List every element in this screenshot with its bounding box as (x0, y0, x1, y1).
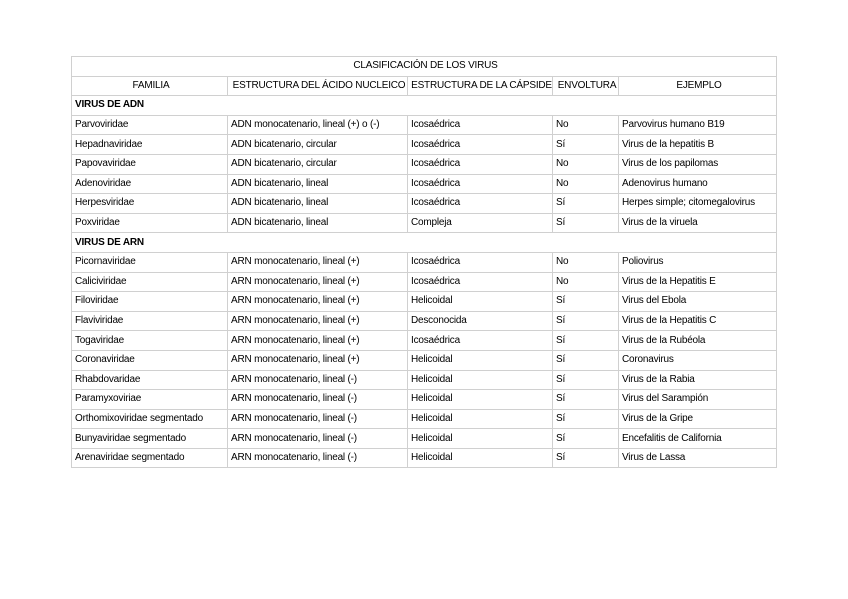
table-row (72, 272, 777, 292)
cell-estructura-capside: Helicoidal (408, 429, 553, 449)
cell-envoltura: Sí (553, 135, 619, 155)
table-row (72, 115, 777, 135)
cell-envoltura: Sí (553, 292, 619, 312)
group-label: VIRUS DE ARN (72, 233, 777, 253)
cell-ejemplo: Encefalitis de California (619, 429, 777, 449)
cell-estructura-capside: Helicoidal (408, 370, 553, 390)
cell-ejemplo: Herpes simple; citomegalovirus (619, 194, 777, 214)
cell-envoltura: Sí (553, 390, 619, 410)
table-row (72, 292, 777, 312)
table-row (72, 448, 777, 468)
cell-familia: Caliciviridae (72, 272, 228, 292)
cell-ejemplo: Virus de Lassa (619, 448, 777, 468)
cell-familia: Orthomixoviridae segmentado (72, 409, 228, 429)
cell-ejemplo: Virus de la Gripe (619, 409, 777, 429)
cell-ejemplo: Poliovirus (619, 252, 777, 272)
cell-estructura-acido: ARN monocatenario, lineal (+) (228, 331, 408, 351)
cell-familia: Poxviridae (72, 213, 228, 233)
cell-ejemplo: Virus de la Rabia (619, 370, 777, 390)
cell-envoltura: No (553, 154, 619, 174)
cell-ejemplo: Virus de la Hepatitis E (619, 272, 777, 292)
table-row (72, 429, 777, 449)
header-envoltura: ENVOLTURA (553, 76, 619, 96)
table-title: CLASIFICACIÓN DE LOS VIRUS (72, 57, 777, 77)
cell-envoltura: No (553, 115, 619, 135)
table-row (72, 194, 777, 214)
group-label: VIRUS DE ADN (72, 96, 777, 116)
cell-ejemplo: Virus de los papilomas (619, 154, 777, 174)
cell-estructura-capside: Icosaédrica (408, 252, 553, 272)
cell-familia: Papovaviridae (72, 154, 228, 174)
cell-estructura-capside: Icosaédrica (408, 154, 553, 174)
cell-estructura-acido: ARN monocatenario, lineal (-) (228, 370, 408, 390)
cell-envoltura: Sí (553, 429, 619, 449)
cell-familia: Hepadnaviridae (72, 135, 228, 155)
cell-familia: Arenaviridae segmentado (72, 448, 228, 468)
header-ejemplo: EJEMPLO (619, 76, 777, 96)
cell-ejemplo: Virus del Sarampión (619, 390, 777, 410)
cell-familia: Filoviridae (72, 292, 228, 312)
cell-ejemplo: Virus de la Rubéola (619, 331, 777, 351)
cell-estructura-capside: Icosaédrica (408, 135, 553, 155)
cell-estructura-acido: ARN monocatenario, lineal (+) (228, 311, 408, 331)
cell-estructura-capside: Icosaédrica (408, 174, 553, 194)
cell-estructura-capside: Icosaédrica (408, 331, 553, 351)
cell-envoltura: Sí (553, 331, 619, 351)
cell-familia: Parvoviridae (72, 115, 228, 135)
cell-envoltura: Sí (553, 311, 619, 331)
cell-estructura-acido: ADN monocatenario, lineal (+) o (-) (228, 115, 408, 135)
cell-familia: Flaviviridae (72, 311, 228, 331)
table-row (72, 370, 777, 390)
cell-estructura-acido: ADN bicatenario, lineal (228, 174, 408, 194)
header-estructura-acido: ESTRUCTURA DEL ÁCIDO NUCLEICO (228, 76, 408, 96)
cell-estructura-acido: ARN monocatenario, lineal (+) (228, 292, 408, 312)
cell-estructura-acido: ADN bicatenario, circular (228, 154, 408, 174)
table-body (72, 57, 777, 468)
group-row (72, 96, 777, 116)
cell-envoltura: Sí (553, 350, 619, 370)
group-row (72, 233, 777, 253)
table-row (72, 252, 777, 272)
cell-estructura-acido: ADN bicatenario, lineal (228, 194, 408, 214)
cell-estructura-capside: Helicoidal (408, 409, 553, 429)
cell-envoltura: No (553, 272, 619, 292)
cell-estructura-capside: Desconocida (408, 311, 553, 331)
cell-estructura-acido: ARN monocatenario, lineal (-) (228, 448, 408, 468)
header-estructura-capside: ESTRUCTURA DE LA CÁPSIDE (408, 76, 553, 96)
cell-ejemplo: Virus del Ebola (619, 292, 777, 312)
cell-envoltura: Sí (553, 213, 619, 233)
cell-estructura-capside: Helicoidal (408, 448, 553, 468)
cell-familia: Adenoviridae (72, 174, 228, 194)
table-row (72, 409, 777, 429)
table-row (72, 390, 777, 410)
cell-ejemplo: Parvovirus humano B19 (619, 115, 777, 135)
cell-estructura-acido: ARN monocatenario, lineal (-) (228, 429, 408, 449)
cell-estructura-capside: Helicoidal (408, 390, 553, 410)
cell-familia: Herpesviridae (72, 194, 228, 214)
cell-estructura-acido: ARN monocatenario, lineal (+) (228, 252, 408, 272)
cell-familia: Picornaviridae (72, 252, 228, 272)
cell-ejemplo: Adenovirus humano (619, 174, 777, 194)
header-familia: FAMILIA (72, 76, 228, 96)
title-row (72, 57, 777, 77)
cell-ejemplo: Virus de la viruela (619, 213, 777, 233)
cell-familia: Bunyaviridae segmentado (72, 429, 228, 449)
cell-estructura-acido: ARN monocatenario, lineal (+) (228, 350, 408, 370)
cell-envoltura: Sí (553, 194, 619, 214)
cell-ejemplo: Virus de la hepatitis B (619, 135, 777, 155)
table-row (72, 154, 777, 174)
cell-envoltura: Sí (553, 409, 619, 429)
virus-classification-table (71, 56, 777, 468)
cell-familia: Rhabdovaridae (72, 370, 228, 390)
table-row (72, 311, 777, 331)
cell-estructura-acido: ADN bicatenario, circular (228, 135, 408, 155)
cell-estructura-capside: Compleja (408, 213, 553, 233)
cell-estructura-capside: Icosaédrica (408, 194, 553, 214)
table-row (72, 350, 777, 370)
cell-estructura-acido: ARN monocatenario, lineal (-) (228, 409, 408, 429)
cell-estructura-acido: ADN bicatenario, lineal (228, 213, 408, 233)
cell-estructura-capside: Helicoidal (408, 350, 553, 370)
cell-familia: Paramyxoviriae (72, 390, 228, 410)
cell-estructura-acido: ARN monocatenario, lineal (+) (228, 272, 408, 292)
table-row (72, 174, 777, 194)
cell-envoltura: No (553, 252, 619, 272)
cell-estructura-capside: Icosaédrica (408, 272, 553, 292)
cell-envoltura: Sí (553, 370, 619, 390)
cell-estructura-acido: ARN monocatenario, lineal (-) (228, 390, 408, 410)
header-row (72, 76, 777, 96)
cell-envoltura: No (553, 174, 619, 194)
cell-familia: Coronaviridae (72, 350, 228, 370)
table-row (72, 213, 777, 233)
cell-estructura-capside: Icosaédrica (408, 115, 553, 135)
cell-ejemplo: Coronavirus (619, 350, 777, 370)
cell-envoltura: Sí (553, 448, 619, 468)
table-row (72, 135, 777, 155)
cell-familia: Togaviridae (72, 331, 228, 351)
cell-ejemplo: Virus de la Hepatitis C (619, 311, 777, 331)
cell-estructura-capside: Helicoidal (408, 292, 553, 312)
table-row (72, 331, 777, 351)
